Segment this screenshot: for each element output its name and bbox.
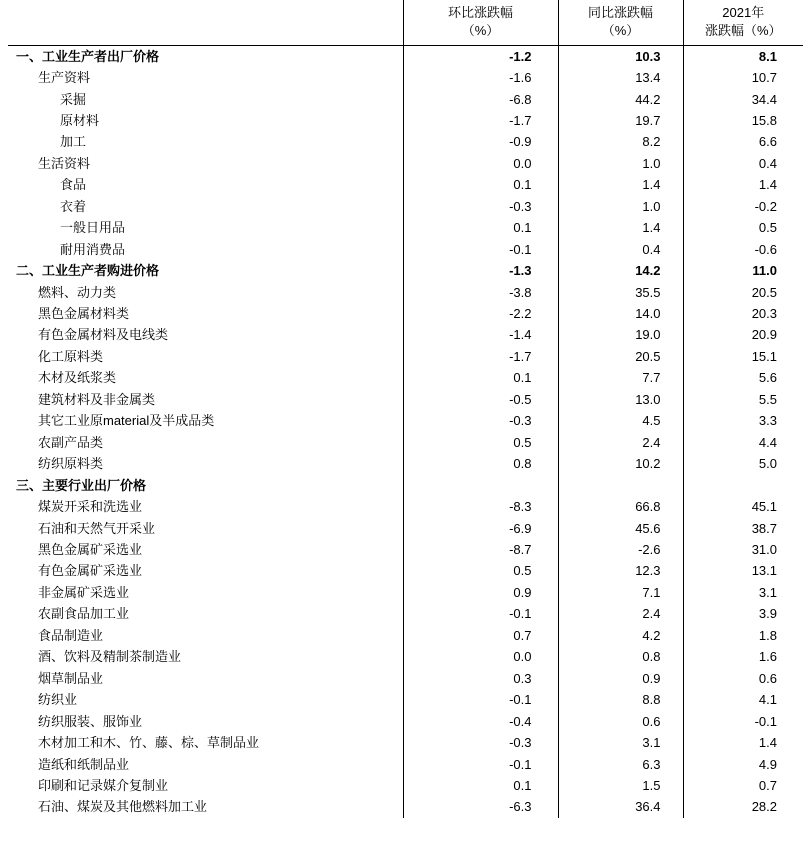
row-value-mom: 0.1 (403, 776, 558, 797)
row-label: 生活资料 (8, 153, 403, 174)
row-value-yoy: 6.3 (558, 754, 683, 775)
row-value-mom (403, 475, 558, 496)
row-value-mom: -0.1 (403, 604, 558, 625)
row-value-mom: -0.1 (403, 754, 558, 775)
header-yoy-line1: 同比涨跌幅 (587, 5, 653, 20)
row-label: 原材料 (8, 110, 403, 131)
row-value-year (683, 475, 803, 496)
table-row (8, 647, 803, 668)
row-value-year: 5.5 (758, 391, 777, 407)
row-value-yoy: 10.3 (558, 46, 683, 68)
row-value-yoy: 14.0 (558, 304, 683, 325)
row-value-year: 1.6 (758, 649, 777, 665)
table-row (8, 776, 803, 797)
row-value-year: 1.4 (758, 735, 777, 751)
row-value-year: 4.1 (758, 692, 777, 708)
row-value-year: 31.0 (751, 542, 777, 558)
row-value-yoy: 7.7 (558, 368, 683, 389)
row-value-mom: -0.3 (403, 411, 558, 432)
row-value-yoy: 0.6 (558, 711, 683, 732)
row-value-mom: -0.1 (403, 239, 558, 260)
header-mom-line1: 环比涨跌幅 (447, 5, 513, 20)
row-label: 一、工业生产者出厂价格 (8, 46, 403, 68)
row-value-year: 6.6 (758, 134, 777, 150)
row-value-year: 3.3 (758, 413, 777, 429)
row-value-year: -0.6 (754, 241, 777, 257)
row-value-yoy: 10.2 (558, 454, 683, 475)
price-index-table (8, 0, 803, 818)
header-mom (403, 0, 558, 46)
row-value-mom: -1.3 (403, 261, 558, 282)
row-value-year: 0.4 (758, 155, 777, 171)
row-label: 农副产品类 (8, 432, 403, 453)
row-value-year: 8.1 (758, 48, 777, 64)
row-value-year: 4.9 (758, 756, 777, 772)
table-row (8, 497, 803, 518)
row-value-mom: -2.2 (403, 304, 558, 325)
row-value-yoy: 45.6 (558, 518, 683, 539)
row-value-mom: -8.3 (403, 497, 558, 518)
row-label: 石油、煤炭及其他燃料加工业 (8, 797, 403, 818)
table-body (8, 46, 803, 819)
row-value-yoy: 8.8 (558, 690, 683, 711)
row-value-mom: 0.1 (403, 368, 558, 389)
header-year-line1: 2021年 (722, 5, 765, 20)
row-value-year: 3.9 (758, 606, 777, 622)
row-value-mom: 0.0 (403, 153, 558, 174)
row-label: 纺织服装、服饰业 (8, 711, 403, 732)
row-value-year: 10.7 (751, 70, 777, 86)
table-row (8, 797, 803, 818)
row-label: 一般日用品 (8, 218, 403, 239)
row-value-mom: -0.9 (403, 132, 558, 153)
row-value-mom: -1.6 (403, 68, 558, 89)
row-label: 烟草制品业 (8, 668, 403, 689)
row-value-yoy: 1.0 (558, 196, 683, 217)
row-label: 衣着 (8, 196, 403, 217)
row-value-year: 3.1 (758, 584, 777, 600)
row-label: 采掘 (8, 89, 403, 110)
table-row (8, 475, 803, 496)
header-mom-line2: （%） (461, 22, 500, 38)
table-row (8, 582, 803, 603)
row-value-year: 1.4 (758, 177, 777, 193)
row-value-yoy: 35.5 (558, 282, 683, 303)
row-value-yoy: 1.0 (558, 153, 683, 174)
row-label: 黑色金属矿采选业 (8, 540, 403, 561)
row-label: 有色金属矿采选业 (8, 561, 403, 582)
row-value-yoy: 66.8 (558, 497, 683, 518)
row-value-year: 0.5 (758, 220, 777, 236)
row-value-yoy: 0.8 (558, 647, 683, 668)
row-label: 煤炭开采和洗选业 (8, 497, 403, 518)
row-label: 二、工业生产者购进价格 (8, 261, 403, 282)
row-label: 造纸和纸制品业 (8, 754, 403, 775)
row-value-mom: -8.7 (403, 540, 558, 561)
row-value-year: 13.1 (751, 563, 777, 579)
row-label: 纺织业 (8, 690, 403, 711)
row-value-year: 38.7 (751, 520, 777, 536)
row-value-mom: -0.5 (403, 389, 558, 410)
table-row (8, 454, 803, 475)
table-row (8, 411, 803, 432)
row-value-year: 15.8 (751, 112, 777, 128)
table-row (8, 153, 803, 174)
row-label: 农副食品加工业 (8, 604, 403, 625)
row-value-mom: 0.5 (403, 561, 558, 582)
row-value-yoy: 14.2 (558, 261, 683, 282)
row-value-mom: -6.3 (403, 797, 558, 818)
row-value-mom: 0.0 (403, 647, 558, 668)
row-value-year: 20.3 (751, 306, 777, 322)
row-value-mom: -1.7 (403, 110, 558, 131)
row-value-yoy: 13.0 (558, 389, 683, 410)
row-value-mom: -0.4 (403, 711, 558, 732)
table-row (8, 733, 803, 754)
row-value-year: 20.9 (751, 327, 777, 343)
row-value-year: -0.2 (754, 198, 777, 214)
row-label: 加工 (8, 132, 403, 153)
row-value-mom: -6.8 (403, 89, 558, 110)
row-value-year: 5.6 (758, 370, 777, 386)
row-value-yoy: 4.5 (558, 411, 683, 432)
row-value-yoy: 0.9 (558, 668, 683, 689)
row-value-yoy: 1.4 (558, 218, 683, 239)
row-value-mom: -1.7 (403, 346, 558, 367)
row-value-yoy: 19.7 (558, 110, 683, 131)
row-value-yoy (558, 475, 683, 496)
table-row (8, 304, 803, 325)
table-row (8, 175, 803, 196)
table-row (8, 540, 803, 561)
row-value-mom: -0.1 (403, 690, 558, 711)
table-row (8, 68, 803, 89)
row-value-yoy: 44.2 (558, 89, 683, 110)
row-value-mom: -1.4 (403, 325, 558, 346)
row-value-yoy: 1.5 (558, 776, 683, 797)
row-label: 燃料、动力类 (8, 282, 403, 303)
row-value-year: 28.2 (751, 799, 777, 815)
table-row (8, 282, 803, 303)
row-value-yoy: 8.2 (558, 132, 683, 153)
row-label: 化工原料类 (8, 346, 403, 367)
row-value-mom: 0.9 (403, 582, 558, 603)
table-row (8, 89, 803, 110)
table-row (8, 196, 803, 217)
row-value-year: 20.5 (751, 284, 777, 300)
row-value-year: 0.6 (758, 670, 777, 686)
row-value-mom: 0.8 (403, 454, 558, 475)
row-value-yoy: 19.0 (558, 325, 683, 346)
table-row (8, 518, 803, 539)
table-row (8, 668, 803, 689)
row-value-yoy: 36.4 (558, 797, 683, 818)
row-value-year: 15.1 (751, 348, 777, 364)
row-label: 耐用消费品 (8, 239, 403, 260)
row-value-mom: -0.3 (403, 196, 558, 217)
row-label: 纺织原料类 (8, 454, 403, 475)
row-label: 有色金属材料及电线类 (8, 325, 403, 346)
row-label: 建筑材料及非金属类 (8, 389, 403, 410)
row-label: 食品制造业 (8, 625, 403, 646)
row-label: 其它工业原material及半成品类 (8, 411, 403, 432)
table-header-row (8, 0, 803, 46)
table-row (8, 368, 803, 389)
row-value-mom: 0.5 (403, 432, 558, 453)
row-label: 非金属矿采选业 (8, 582, 403, 603)
row-value-mom: 0.1 (403, 218, 558, 239)
row-value-year: 1.8 (758, 627, 777, 643)
table-row (8, 325, 803, 346)
row-value-mom: -1.2 (403, 46, 558, 68)
row-value-mom: 0.1 (403, 175, 558, 196)
row-value-yoy: 7.1 (558, 582, 683, 603)
row-value-mom: -6.9 (403, 518, 558, 539)
header-yoy (558, 0, 683, 46)
row-value-yoy: 13.4 (558, 68, 683, 89)
row-label: 木材及纸浆类 (8, 368, 403, 389)
row-value-year: -0.1 (754, 713, 777, 729)
row-label: 黑色金属材料类 (8, 304, 403, 325)
row-value-yoy: 1.4 (558, 175, 683, 196)
header-year-line2: 涨跌幅（%） (704, 22, 782, 38)
row-value-yoy: 0.4 (558, 239, 683, 260)
table-row (8, 711, 803, 732)
table-row (8, 754, 803, 775)
row-value-mom: 0.3 (403, 668, 558, 689)
row-value-yoy: 3.1 (558, 733, 683, 754)
row-value-mom: -0.3 (403, 733, 558, 754)
table-row (8, 261, 803, 282)
row-value-yoy: 12.3 (558, 561, 683, 582)
table-row (8, 690, 803, 711)
row-value-year: 5.0 (758, 456, 777, 472)
row-value-mom: -3.8 (403, 282, 558, 303)
table-header (8, 0, 803, 46)
table-row (8, 625, 803, 646)
row-label: 石油和天然气开采业 (8, 518, 403, 539)
row-label: 食品 (8, 175, 403, 196)
table-row (8, 604, 803, 625)
table-row (8, 110, 803, 131)
row-label: 三、主要行业出厂价格 (8, 475, 403, 496)
row-value-mom: 0.7 (403, 625, 558, 646)
header-yoy-line2: （%） (601, 22, 640, 38)
row-value-year: 34.4 (751, 91, 777, 107)
row-value-year: 45.1 (751, 499, 777, 515)
row-value-year: 0.7 (758, 778, 777, 793)
row-value-yoy: 20.5 (558, 346, 683, 367)
row-label: 木材加工和木、竹、藤、棕、草制品业 (8, 733, 403, 754)
header-label-column (8, 0, 403, 46)
row-label: 生产资料 (8, 68, 403, 89)
row-value-yoy: -2.6 (558, 540, 683, 561)
row-value-year: 11.0 (752, 263, 777, 279)
table-row (8, 132, 803, 153)
row-label: 印刷和记录媒介复制业 (8, 776, 403, 797)
table-row (8, 389, 803, 410)
table-row (8, 239, 803, 260)
table-row (8, 46, 803, 68)
row-value-yoy: 2.4 (558, 432, 683, 453)
table-row (8, 218, 803, 239)
table-row (8, 346, 803, 367)
header-year (683, 0, 803, 46)
table-row (8, 561, 803, 582)
row-value-yoy: 2.4 (558, 604, 683, 625)
table-row (8, 432, 803, 453)
row-label: 酒、饮料及精制茶制造业 (8, 647, 403, 668)
row-value-year: 4.4 (758, 434, 777, 450)
row-value-yoy: 4.2 (558, 625, 683, 646)
